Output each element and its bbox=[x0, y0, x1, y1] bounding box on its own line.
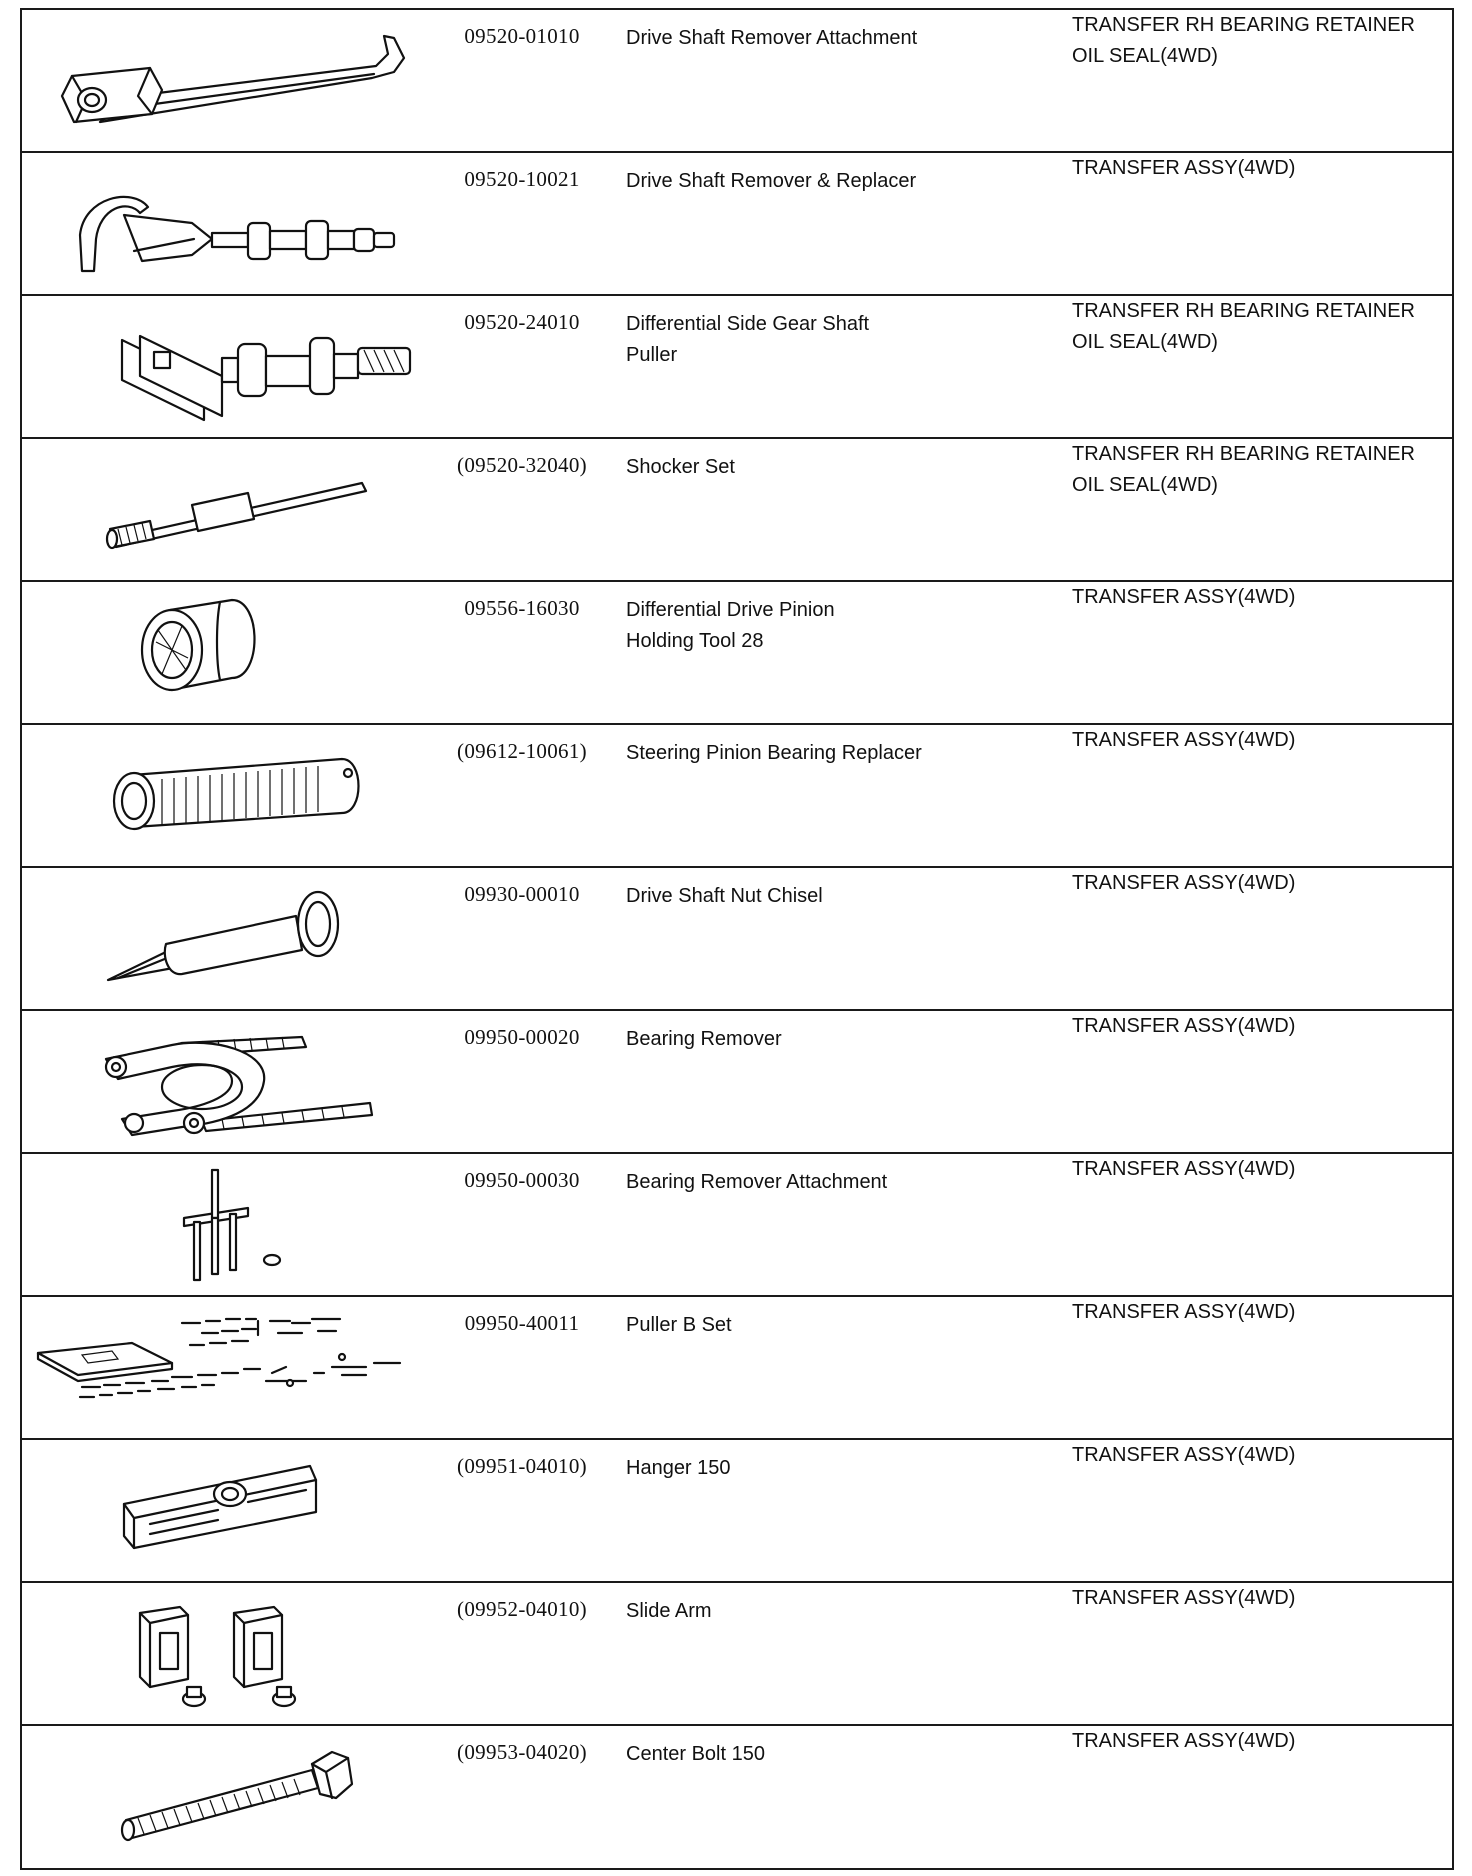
table-row bbox=[21, 295, 1453, 438]
usage-cell: TRANSFER ASSY(4WD) bbox=[1072, 581, 1453, 724]
tool-name: Drive Shaft Remover & Replacer bbox=[626, 170, 917, 192]
part-number: 09520-01010 bbox=[464, 24, 580, 48]
table-row bbox=[21, 724, 1453, 867]
part-number: 09950-00030 bbox=[464, 1168, 580, 1192]
tool-cell bbox=[21, 1010, 1072, 1153]
slide-arm-icon bbox=[22, 1583, 432, 1724]
part-number: 09520-10021 bbox=[464, 167, 580, 191]
part-number: (09952-04010) bbox=[457, 1597, 587, 1621]
table-row bbox=[21, 9, 1453, 152]
part-number: (09612-10061) bbox=[457, 739, 587, 763]
table-row bbox=[21, 438, 1453, 581]
tool-name: Differential Drive Pinion Holding Tool 28 bbox=[626, 599, 835, 652]
bearing-remover-icon bbox=[22, 1011, 432, 1152]
pinion-holding-tool-icon bbox=[22, 582, 432, 723]
special-service-tools-table bbox=[20, 8, 1454, 1870]
tool-cell bbox=[21, 152, 1072, 295]
center-bolt-icon bbox=[22, 1726, 432, 1868]
tool-name: Bearing Remover bbox=[626, 1028, 782, 1050]
tool-cell bbox=[21, 1153, 1072, 1296]
part-number: 09950-00020 bbox=[464, 1025, 580, 1049]
pinion-bearing-replacer-icon bbox=[22, 725, 432, 866]
drive-shaft-remover-attachment-icon bbox=[22, 10, 432, 151]
tool-cell bbox=[21, 1296, 1072, 1439]
tool-name: Slide Arm bbox=[626, 1600, 712, 1622]
usage-cell: TRANSFER ASSY(4WD) bbox=[1072, 1296, 1453, 1439]
puller-b-set-icon bbox=[22, 1297, 432, 1438]
tool-name: Drive Shaft Remover Attachment bbox=[626, 27, 918, 49]
part-number: 09930-00010 bbox=[464, 882, 580, 906]
tool-name: Steering Pinion Bearing Replacer bbox=[626, 742, 922, 764]
usage-cell: TRANSFER ASSY(4WD) bbox=[1072, 1725, 1453, 1869]
usage-cell: TRANSFER ASSY(4WD) bbox=[1072, 724, 1453, 867]
table-row bbox=[21, 1296, 1453, 1439]
part-number: 09950-40011 bbox=[464, 1311, 580, 1335]
tool-name: Center Bolt 150 bbox=[626, 1743, 765, 1765]
shocker-set-icon bbox=[22, 439, 432, 580]
table-row bbox=[21, 1439, 1453, 1582]
drive-shaft-remover-replacer-icon bbox=[22, 153, 432, 294]
usage-cell: TRANSFER ASSY(4WD) bbox=[1072, 1010, 1453, 1153]
nut-chisel-icon bbox=[22, 868, 432, 1009]
tool-name: Shocker Set bbox=[626, 456, 735, 478]
tool-name: Drive Shaft Nut Chisel bbox=[626, 885, 823, 907]
tool-cell bbox=[21, 1725, 1072, 1869]
table-row bbox=[21, 867, 1453, 1010]
usage-cell: TRANSFER ASSY(4WD) bbox=[1072, 1153, 1453, 1296]
table-row bbox=[21, 581, 1453, 724]
tool-name: Hanger 150 bbox=[626, 1457, 731, 1479]
usage-cell: TRANSFER ASSY(4WD) bbox=[1072, 867, 1453, 1010]
bearing-remover-attachment-icon bbox=[22, 1154, 432, 1295]
tool-name: Bearing Remover Attachment bbox=[626, 1171, 888, 1193]
usage-cell: TRANSFER RH BEARING RETAINER OIL SEAL(4WD) bbox=[1072, 9, 1453, 152]
part-number: (09951-04010) bbox=[457, 1454, 587, 1478]
part-number: (09953-04020) bbox=[457, 1740, 587, 1764]
tool-cell bbox=[21, 438, 1072, 581]
part-number: (09520-32040) bbox=[457, 453, 587, 477]
tool-cell bbox=[21, 1439, 1072, 1582]
table-row bbox=[21, 1582, 1453, 1725]
tool-cell bbox=[21, 295, 1072, 438]
tool-cell bbox=[21, 1582, 1072, 1725]
table-row bbox=[21, 152, 1453, 295]
tool-cell bbox=[21, 724, 1072, 867]
table-row bbox=[21, 1010, 1453, 1153]
tool-cell bbox=[21, 867, 1072, 1010]
part-number: 09520-24010 bbox=[464, 310, 580, 334]
tool-cell bbox=[21, 9, 1072, 152]
side-gear-shaft-puller-icon bbox=[22, 296, 432, 437]
hanger-icon bbox=[22, 1440, 432, 1581]
usage-cell: TRANSFER ASSY(4WD) bbox=[1072, 1439, 1453, 1582]
table-row bbox=[21, 1153, 1453, 1296]
usage-cell: TRANSFER RH BEARING RETAINER OIL SEAL(4WD) bbox=[1072, 438, 1453, 581]
usage-cell: TRANSFER ASSY(4WD) bbox=[1072, 152, 1453, 295]
part-number: 09556-16030 bbox=[464, 596, 580, 620]
usage-cell: TRANSFER RH BEARING RETAINER OIL SEAL(4WD) bbox=[1072, 295, 1453, 438]
tool-name: Differential Side Gear Shaft Puller bbox=[626, 313, 870, 366]
table-row bbox=[21, 1725, 1453, 1869]
tool-name: Puller B Set bbox=[626, 1314, 732, 1336]
usage-cell: TRANSFER ASSY(4WD) bbox=[1072, 1582, 1453, 1725]
tool-cell bbox=[21, 581, 1072, 724]
